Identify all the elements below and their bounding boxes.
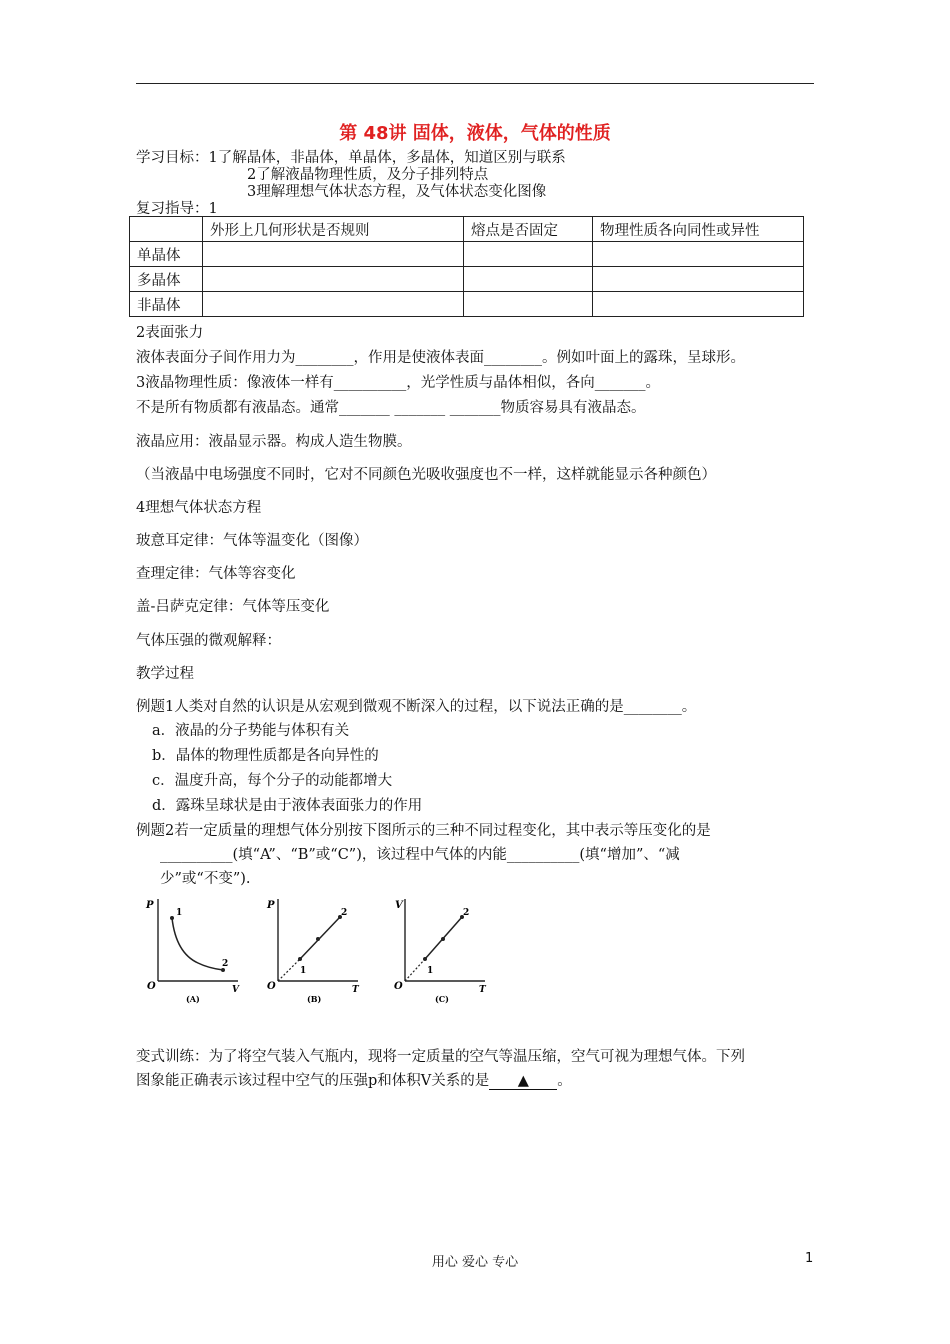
crystal-properties-table xyxy=(129,216,804,317)
page-number: 1 xyxy=(805,1251,814,1266)
gas-process-graphs xyxy=(140,893,510,1005)
row-label: 非晶体 xyxy=(130,292,203,317)
graph-a-origin: O xyxy=(147,981,156,992)
graph-c-origin: O xyxy=(394,981,403,992)
page-title: 第 48讲 固体，液体，气体的性质 xyxy=(339,123,611,144)
graph-c xyxy=(394,899,487,1004)
table-header-cell: 外形上几何形状是否规则 xyxy=(203,217,464,242)
table-header-cell: 熔点是否固定 xyxy=(464,217,593,242)
table-cell xyxy=(203,267,464,292)
charles-law: 查理定律：气体等容变化 xyxy=(136,566,296,582)
gay-lussac-law: 盖-吕萨克定律：气体等压变化 xyxy=(136,599,330,615)
variant-line2-text: 图象能正确表示该过程中空气的压强p和体积V关系的是 xyxy=(136,1073,490,1089)
graph-a xyxy=(145,899,240,1004)
example1-option-a: a．液晶的分子势能与体积有关 xyxy=(152,723,350,739)
graph-c-point-2-label: 2 xyxy=(463,908,470,918)
table-cell xyxy=(464,242,593,267)
graph-b-point-1-label: 1 xyxy=(300,966,307,976)
example2-line3: 少”或“不变”). xyxy=(160,871,251,887)
ideal-gas-heading: 4理想气体状态方程 xyxy=(136,500,262,516)
objective-1: 学习目标：1了解晶体，非晶体，单晶体，多晶体，知道区别与联系 xyxy=(136,150,566,166)
liquid-crystal-applications: 液晶应用：液晶显示器。构成人造生物膜。 xyxy=(136,434,412,450)
graph-c-x-label: T xyxy=(479,985,486,995)
table-cell xyxy=(464,292,593,317)
surface-tension-heading: 2表面张力 xyxy=(136,325,204,341)
surface-tension-text: 液体表面分子间作用力为________，作用是使液体表面________。例如叶面上的露珠，呈球形。 xyxy=(136,350,745,366)
review-heading: 复习指导：1 xyxy=(136,201,218,217)
liquid-crystal-note: （当液晶中电场强度不同时，它对不同颜色光吸收强度也不一样，这样就能显示各种颜色） xyxy=(136,467,716,483)
example2-line1: 例题2若一定质量的理想气体分别按下图所示的三种不同过程变化，其中表示等压变化的是 xyxy=(136,823,711,839)
graph-a-caption: (A) xyxy=(186,994,200,1004)
example2-line2: __________(填“A”、“B”或“C”)，该过程中气体的内能__________(填“增加”、“减 xyxy=(160,847,680,863)
graph-c-point-1 xyxy=(423,957,427,961)
graph-a-point-2-label: 2 xyxy=(222,959,229,969)
row-label: 多晶体 xyxy=(130,267,203,292)
graph-b-origin: O xyxy=(267,981,276,992)
graph-b xyxy=(266,899,360,1004)
graph-a-point-1 xyxy=(170,916,174,920)
table-cell xyxy=(203,242,464,267)
graph-c-point-1-label: 1 xyxy=(427,966,434,976)
objective-3: 3理解理想气体状态方程，及气体状态变化图像 xyxy=(247,184,547,200)
table-cell xyxy=(593,242,804,267)
graph-b-point-2-label: 2 xyxy=(341,908,348,918)
teaching-process-heading: 教学过程 xyxy=(136,666,194,682)
row-label: 单晶体 xyxy=(130,242,203,267)
table-row xyxy=(130,267,804,292)
graph-b-point-1 xyxy=(298,957,302,961)
graph-a-y-label: P xyxy=(146,900,154,911)
table-row xyxy=(130,242,804,267)
table-cell xyxy=(464,267,593,292)
table-header-cell: 物理性质各向同性或异性 xyxy=(593,217,804,242)
answer-blank-triangle: ▲ xyxy=(489,1074,557,1090)
graph-c-mid-point xyxy=(441,937,445,941)
graph-a-curve xyxy=(172,918,223,970)
objective-2: 2了解液晶物理性质，及分子排列特点 xyxy=(247,167,489,183)
graph-a-point-1-label: 1 xyxy=(176,908,183,918)
pressure-micro-explanation: 气体压强的微观解释： xyxy=(136,633,281,649)
graph-a-x-label: V xyxy=(232,985,239,995)
table-row xyxy=(130,292,804,317)
graph-b-caption: (B) xyxy=(307,994,322,1004)
variant-line2-end: 。 xyxy=(557,1073,572,1089)
graph-b-y-label: P xyxy=(267,900,275,911)
boyle-law: 玻意耳定律：气体等温变化（图像） xyxy=(136,533,368,549)
header-rule xyxy=(136,83,814,84)
footer-text: 用心 爱心 专心 xyxy=(431,1255,519,1270)
table-cell xyxy=(593,292,804,317)
liquid-crystal-text: 3液晶物理性质：像液体一样有__________，光学性质与晶体相似，各向_______。 xyxy=(136,375,660,391)
graph-c-caption: (C) xyxy=(435,994,449,1004)
example1-question: 例题1人类对自然的认识是从宏观到微观不断深入的过程，以下说法正确的是________。 xyxy=(136,699,697,715)
table-cell xyxy=(203,292,464,317)
graph-c-y-label: V xyxy=(395,900,403,911)
graph-b-line xyxy=(300,917,340,959)
variant-training-line1: 变式训练：为了将空气装入气瓶内，现将一定质量的空气等温压缩，空气可视为理想气体。下列 xyxy=(136,1049,745,1065)
table-header-cell xyxy=(130,217,203,242)
graph-b-x-label: T xyxy=(352,985,359,995)
table-header-row xyxy=(130,217,804,242)
graph-b-mid-point xyxy=(316,937,320,941)
liquid-crystal-not-all: 不是所有物质都有液晶态。通常_______ _______ _______物质容易具有液晶态。 xyxy=(136,400,646,416)
example1-option-b: b．晶体的物理性质都是各向异性的 xyxy=(152,748,379,764)
graph-b-extrapolation xyxy=(278,959,300,981)
graph-c-extrapolation xyxy=(405,959,425,981)
example1-option-c: c．温度升高，每个分子的动能都增大 xyxy=(152,773,393,789)
table-cell xyxy=(593,267,804,292)
example1-option-d: d．露珠呈球状是由于液体表面张力的作用 xyxy=(152,798,423,814)
variant-training-line2 xyxy=(136,1072,572,1090)
